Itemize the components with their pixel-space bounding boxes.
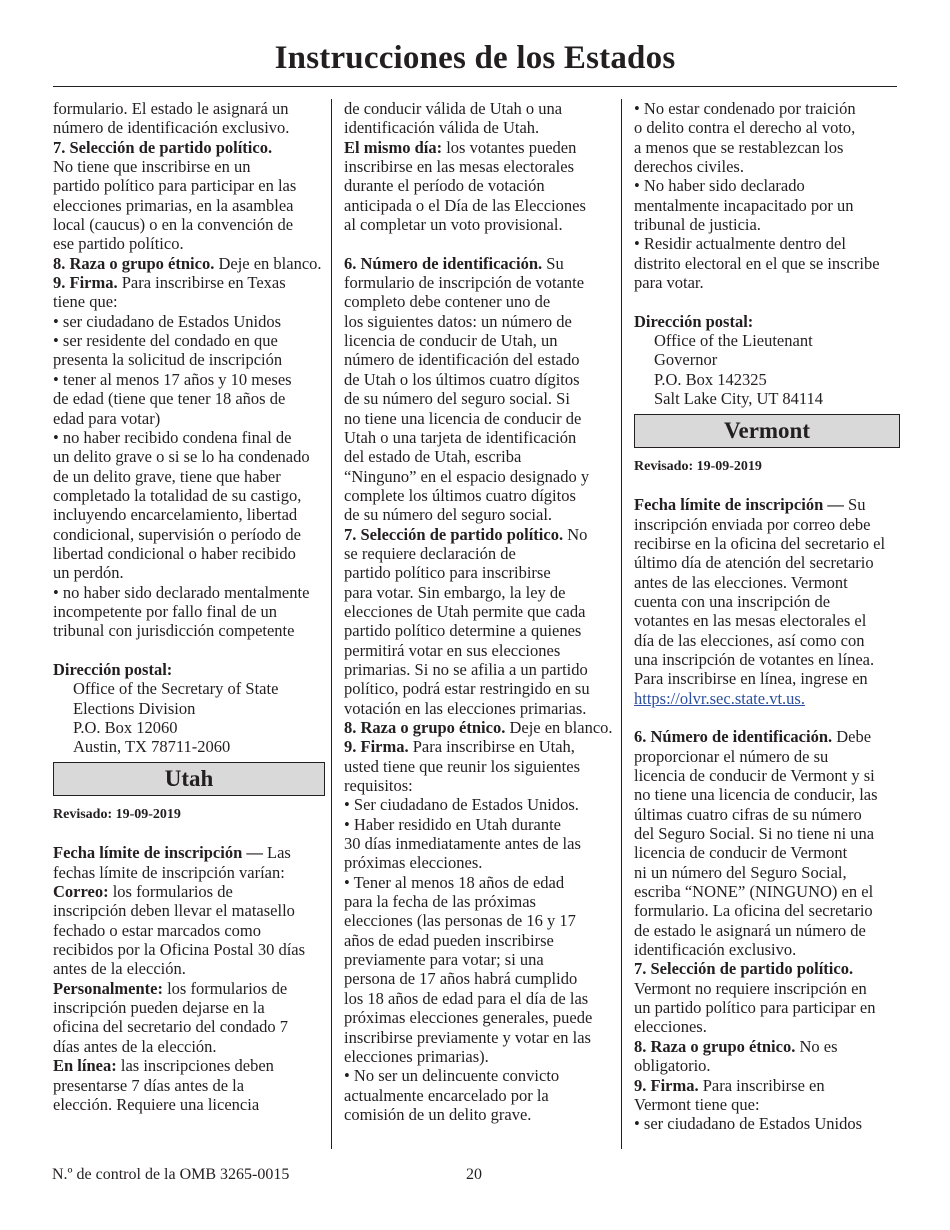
text-line: ni un número del Seguro Social, — [634, 862, 847, 882]
title-rule — [53, 86, 897, 87]
text-line: inscripción pueden dejarse en la — [53, 998, 265, 1018]
text-line: tiene que: — [53, 292, 118, 312]
vermont-deadline-line — [634, 495, 900, 514]
text-line: tribunal con jurisdicción competente — [53, 621, 295, 641]
text-line: a menos que se restablezcan los — [634, 137, 844, 157]
spacer — [53, 824, 325, 843]
text-line: local (caucus) o en la convención de — [53, 215, 294, 235]
text-line: número de identificación del estado — [344, 350, 580, 370]
address-line: Governor — [654, 350, 718, 370]
utah-mail-heading — [634, 312, 900, 331]
heading: 7. Selección de partido político. — [53, 137, 273, 157]
text-line: obligatorio. — [634, 1056, 711, 1076]
text-line: último día de atención del secretario — [634, 553, 874, 573]
vermont-id-line — [634, 727, 900, 746]
revised-date: Revisado: 19-09-2019 — [53, 806, 181, 822]
text-line: derechos civiles. — [634, 157, 744, 177]
bullet-line: • Ser ciudadano de Estados Unidos. — [344, 795, 579, 815]
bullet-line: • Tener al menos 18 años de edad — [344, 872, 565, 892]
heading: El mismo día: — [344, 137, 443, 157]
state-header-utah: Utah — [53, 762, 325, 796]
text-line: completo debe contener uno de — [344, 292, 551, 312]
text: Su — [843, 495, 866, 515]
text: No — [563, 524, 588, 544]
address-line: Austin, TX 78711-2060 — [73, 737, 231, 757]
text-line: al completar un voto provisional. — [344, 215, 563, 235]
page-number: 20 — [466, 1166, 482, 1183]
text-line: de estado le asignará un número de — [634, 920, 866, 940]
text-line: no tiene una licencia de conducir, las — [634, 785, 878, 805]
text-line: primarias. Si no se afilia a un partido — [344, 659, 588, 679]
text: Para inscribirse en Texas — [117, 273, 286, 293]
text-line: años de edad pueden inscribirse — [344, 930, 554, 950]
heading: Dirección postal: — [634, 311, 754, 331]
text-line: número de identificación exclusivo. — [53, 118, 290, 138]
bullet-line: • tener al menos 17 años y 10 meses — [53, 369, 292, 389]
text-line: requisitos: — [344, 776, 413, 796]
heading: 7. Selección de partido político. — [634, 959, 854, 979]
text: Las — [262, 843, 291, 863]
text-line: días antes de la elección. — [53, 1036, 217, 1056]
address-line: Office of the Secretary of State — [73, 679, 279, 699]
text-line: identificación válida de Utah. — [344, 118, 540, 138]
bullet-line: • ser ciudadano de Estados Unidos — [53, 311, 282, 331]
text-line: un delito grave o si se lo ha condenado — [53, 447, 310, 467]
texas-party-heading — [53, 138, 325, 157]
text-line: partido político para participar en las — [53, 176, 297, 196]
text-line: una inscripción de votantes en línea. — [634, 649, 875, 669]
heading: Dirección postal: — [53, 659, 173, 679]
texas-mail-heading — [53, 660, 325, 679]
text-line: proporcionar el número de su — [634, 746, 829, 766]
text-line: los siguientes datos: un número de — [344, 311, 572, 331]
address-line: P.O. Box 12060 — [73, 718, 178, 737]
text-line: elecciones primarias). — [344, 1046, 489, 1066]
text-line: inscripción enviada por correo debe — [634, 514, 871, 534]
text-line: formulario. El estado le asignará un — [53, 99, 289, 118]
heading: 6. Número de identificación. — [634, 727, 833, 747]
bullet-line: • No ser un delincuente convicto — [344, 1066, 560, 1086]
text: Debe — [832, 727, 872, 747]
heading: Personalmente: — [53, 978, 163, 998]
text-line: mentalmente incapacitado por un — [634, 195, 854, 215]
texas-signature-line — [53, 273, 325, 292]
omb-control-number: N.º de control de la OMB 3265-0015 — [52, 1166, 290, 1183]
text-line: día de las elecciones, así como con — [634, 630, 865, 650]
address-line: Office of the Lieutenant — [654, 331, 813, 351]
text: No es — [795, 1036, 838, 1056]
text-line: inscribirse previamente y votar en las — [344, 1027, 591, 1047]
text-line: del estado de Utah, escriba — [344, 447, 522, 467]
heading: Correo: — [53, 882, 109, 902]
bullet-line: • Residir actualmente dentro del — [634, 234, 846, 254]
text-line: actualmente encarcelado por la — [344, 1085, 549, 1105]
text-line: comisión de un delito grave. — [344, 1104, 532, 1124]
text-line: para la fecha de las próximas — [344, 892, 536, 912]
text: los formularios de — [162, 978, 288, 998]
text-line: próximas elecciones. — [344, 853, 483, 873]
text-line: completado la totalidad de su castigo, — [53, 485, 302, 505]
text-line: votación en las elecciones primarias. — [344, 698, 587, 718]
text-line: condicional, supervisión o período de — [53, 524, 301, 544]
text-line: elecciones. — [634, 1017, 707, 1037]
revised-date: Revisado: 19-09-2019 — [634, 458, 762, 474]
spacer — [344, 234, 614, 253]
text-line: fechado o estar marcados como — [53, 920, 261, 940]
column-divider — [331, 99, 332, 1149]
text-line: Para inscribirse en línea, ingrese en — [634, 669, 868, 689]
text: Para inscribirse en — [698, 1075, 825, 1095]
text-line: últimas cuatro cifras de su número — [634, 804, 862, 824]
text-line: elecciones de Utah permite que cada — [344, 601, 586, 621]
online-registration-link[interactable]: https://olvr.sec.state.vt.us. — [634, 688, 805, 708]
text-line: Vermont tiene que: — [634, 1094, 760, 1114]
text-line: licencia de conducir de Vermont — [634, 843, 848, 863]
utah-id-line — [344, 254, 614, 273]
bullet-line: • Haber residido en Utah durante — [344, 814, 561, 834]
heading: En línea: — [53, 1056, 117, 1076]
text-line: se requiere declaración de — [344, 543, 516, 563]
text-line: próximas elecciones generales, puede — [344, 1008, 593, 1028]
text-line: fechas límite de inscripción varían: — [53, 862, 285, 882]
text-line: partido político determine a quienes — [344, 621, 582, 641]
text: Deje en blanco. — [505, 718, 613, 737]
heading: 8. Raza o grupo étnico. — [53, 253, 215, 273]
bullet-line: • no haber recibido condena final de — [53, 427, 292, 447]
text-line: inscribirse en las mesas electorales — [344, 157, 574, 177]
utah-party-line — [344, 525, 614, 544]
text-line: licencia de conducir de Utah, un — [344, 331, 558, 351]
utah-in-person-line — [53, 979, 325, 998]
text-line: anticipada o el Día de las Elecciones — [344, 195, 586, 215]
text-line: elecciones primarias, en la asamblea — [53, 195, 294, 215]
heading: 9. Firma. — [634, 1075, 699, 1095]
spacer — [634, 708, 900, 727]
text-line: para votar. — [634, 273, 704, 293]
text-line: inscripción deben llevar el matasello — [53, 901, 295, 921]
text: las inscripciones deben — [116, 1056, 274, 1076]
text-line: del Seguro Social. Si no tiene ni una — [634, 824, 875, 844]
heading: 6. Número de identificación. — [344, 253, 543, 273]
heading: 8. Raza o grupo étnico. — [344, 718, 506, 737]
heading: 8. Raza o grupo étnico. — [634, 1036, 796, 1056]
text-line: o delito contra el derecho al voto, — [634, 118, 856, 138]
text-line: de un delito grave, tiene que haber — [53, 466, 281, 486]
text-line: partido político para inscribirse — [344, 563, 551, 583]
text-line: de conducir válida de Utah o una — [344, 99, 563, 118]
utah-online-line — [53, 1056, 325, 1075]
page-title: Instrucciones de los Estados — [274, 40, 676, 76]
text-line: político, podrá estar restringido en su — [344, 679, 590, 699]
spacer — [634, 292, 900, 311]
text-line: los 18 años de edad para el día de las — [344, 988, 589, 1008]
spacer — [634, 476, 900, 495]
address-line: P.O. Box 142325 — [654, 369, 767, 389]
registration-link-line — [634, 689, 900, 708]
utah-same-day-line — [344, 138, 614, 157]
text-line: oficina del secretario del condado 7 — [53, 1017, 289, 1037]
text-line: recibidos por la Oficina Postal 30 días — [53, 940, 306, 960]
text-line: licencia de conducir de Vermont y si — [634, 766, 875, 785]
heading: 7. Selección de partido político. — [344, 524, 564, 544]
text-line: elecciones (las personas de 16 y 17 — [344, 911, 576, 931]
vermont-signature-line — [634, 1076, 900, 1095]
bullet-line: • ser residente del condado en que — [53, 331, 278, 351]
bullet-line: • No haber sido declarado — [634, 176, 805, 196]
text-line: antes de las elecciones. Vermont — [634, 572, 848, 592]
utah-signature-line — [344, 737, 614, 756]
heading: 9. Firma. — [53, 273, 118, 293]
text: Para inscribirse en Utah, — [408, 737, 575, 757]
state-header-vermont: Vermont — [634, 414, 900, 448]
text-line: de Utah o los últimos cuatro dígitos — [344, 369, 580, 389]
text-line: previamente para votar; si una — [344, 950, 544, 970]
heading: Fecha límite de inscripción — — [634, 495, 844, 515]
bullet-line: • No estar condenado por traición — [634, 99, 856, 118]
text-line: presenta la solicitud de inscripción — [53, 350, 283, 370]
text-line: formulario de inscripción de votante — [344, 273, 585, 293]
text-line: usted tiene que reunir los siguientes — [344, 756, 580, 776]
vermont-party-heading — [634, 959, 900, 978]
text-line: escriba “NONE” (NINGUNO) en el — [634, 882, 874, 902]
text: los formularios de — [108, 882, 233, 902]
text-line: ese partido político. — [53, 234, 184, 254]
text-line: identificación exclusivo. — [634, 940, 797, 960]
text-line: permitirá votar en sus elecciones — [344, 640, 561, 660]
heading: 9. Firma. — [344, 737, 409, 757]
text-line: votantes en las mesas electorales el — [634, 611, 867, 631]
text-line: durante el período de votación — [344, 176, 545, 196]
text: los votantes pueden — [442, 137, 577, 157]
spacer — [53, 641, 325, 660]
text-line: de su número del seguro social. Si — [344, 389, 570, 409]
text-line: Utah o una tarjeta de identificación — [344, 427, 577, 447]
text-line: presentarse 7 días antes de la — [53, 1075, 245, 1095]
text-line: tribunal de justicia. — [634, 215, 761, 235]
text: Deje en blanco. — [214, 253, 322, 273]
utah-mail-line — [53, 882, 325, 901]
text-line: elección. Requiere una licencia — [53, 1094, 260, 1114]
text-line: 30 días inmediatamente antes de las — [344, 834, 581, 854]
utah-deadline-line — [53, 843, 325, 862]
bullet-line: • ser ciudadano de Estados Unidos — [634, 1114, 863, 1134]
column-3 — [634, 99, 900, 1134]
text: Su — [542, 253, 564, 273]
text-line: recibirse en la oficina del secretario el — [634, 533, 886, 553]
utah-race-line — [344, 718, 614, 737]
text-line: formulario. La oficina del secretario — [634, 901, 873, 921]
text-line: de su número del seguro social. — [344, 505, 553, 525]
text-line: no tiene una licencia de conducir de — [344, 408, 582, 428]
text-line: cuenta con una inscripción de — [634, 591, 831, 611]
text-line: un perdón. — [53, 563, 124, 583]
text-line: incluyendo encarcelamiento, libertad — [53, 505, 298, 525]
address-line: Salt Lake City, UT 84114 — [654, 389, 823, 409]
text-line: “Ninguno” en el espacio designado y — [344, 466, 590, 486]
heading: Fecha límite de inscripción — — [53, 843, 263, 863]
column-1 — [53, 99, 325, 1114]
address-line: Elections Division — [73, 698, 196, 718]
text-line: un partido político para participar en — [634, 998, 876, 1018]
text-line: de edad (tiene que tener 18 años de — [53, 389, 286, 409]
text-line: edad para votar) — [53, 408, 161, 428]
text-line: No tiene que inscribirse en un — [53, 157, 251, 177]
text-line: persona de 17 años habrá cumplido — [344, 969, 578, 989]
text-line: incompetente por fallo final de un — [53, 601, 278, 621]
text-line: distrito electoral en el que se inscribe — [634, 253, 880, 273]
text-line: para votar. Sin embargo, la ley de — [344, 582, 566, 602]
texas-race-line — [53, 254, 325, 273]
vermont-race-line — [634, 1037, 900, 1056]
text-line: complete los últimos cuatro dígitos — [344, 485, 576, 505]
bullet-line: • no haber sido declarado mentalmente — [53, 582, 310, 602]
text-line: Vermont no requiere inscripción en — [634, 978, 867, 998]
text-line: libertad condicional o haber recibido — [53, 543, 296, 563]
column-2 — [344, 99, 614, 1124]
text-line: antes de la elección. — [53, 959, 186, 979]
column-divider — [621, 99, 622, 1149]
